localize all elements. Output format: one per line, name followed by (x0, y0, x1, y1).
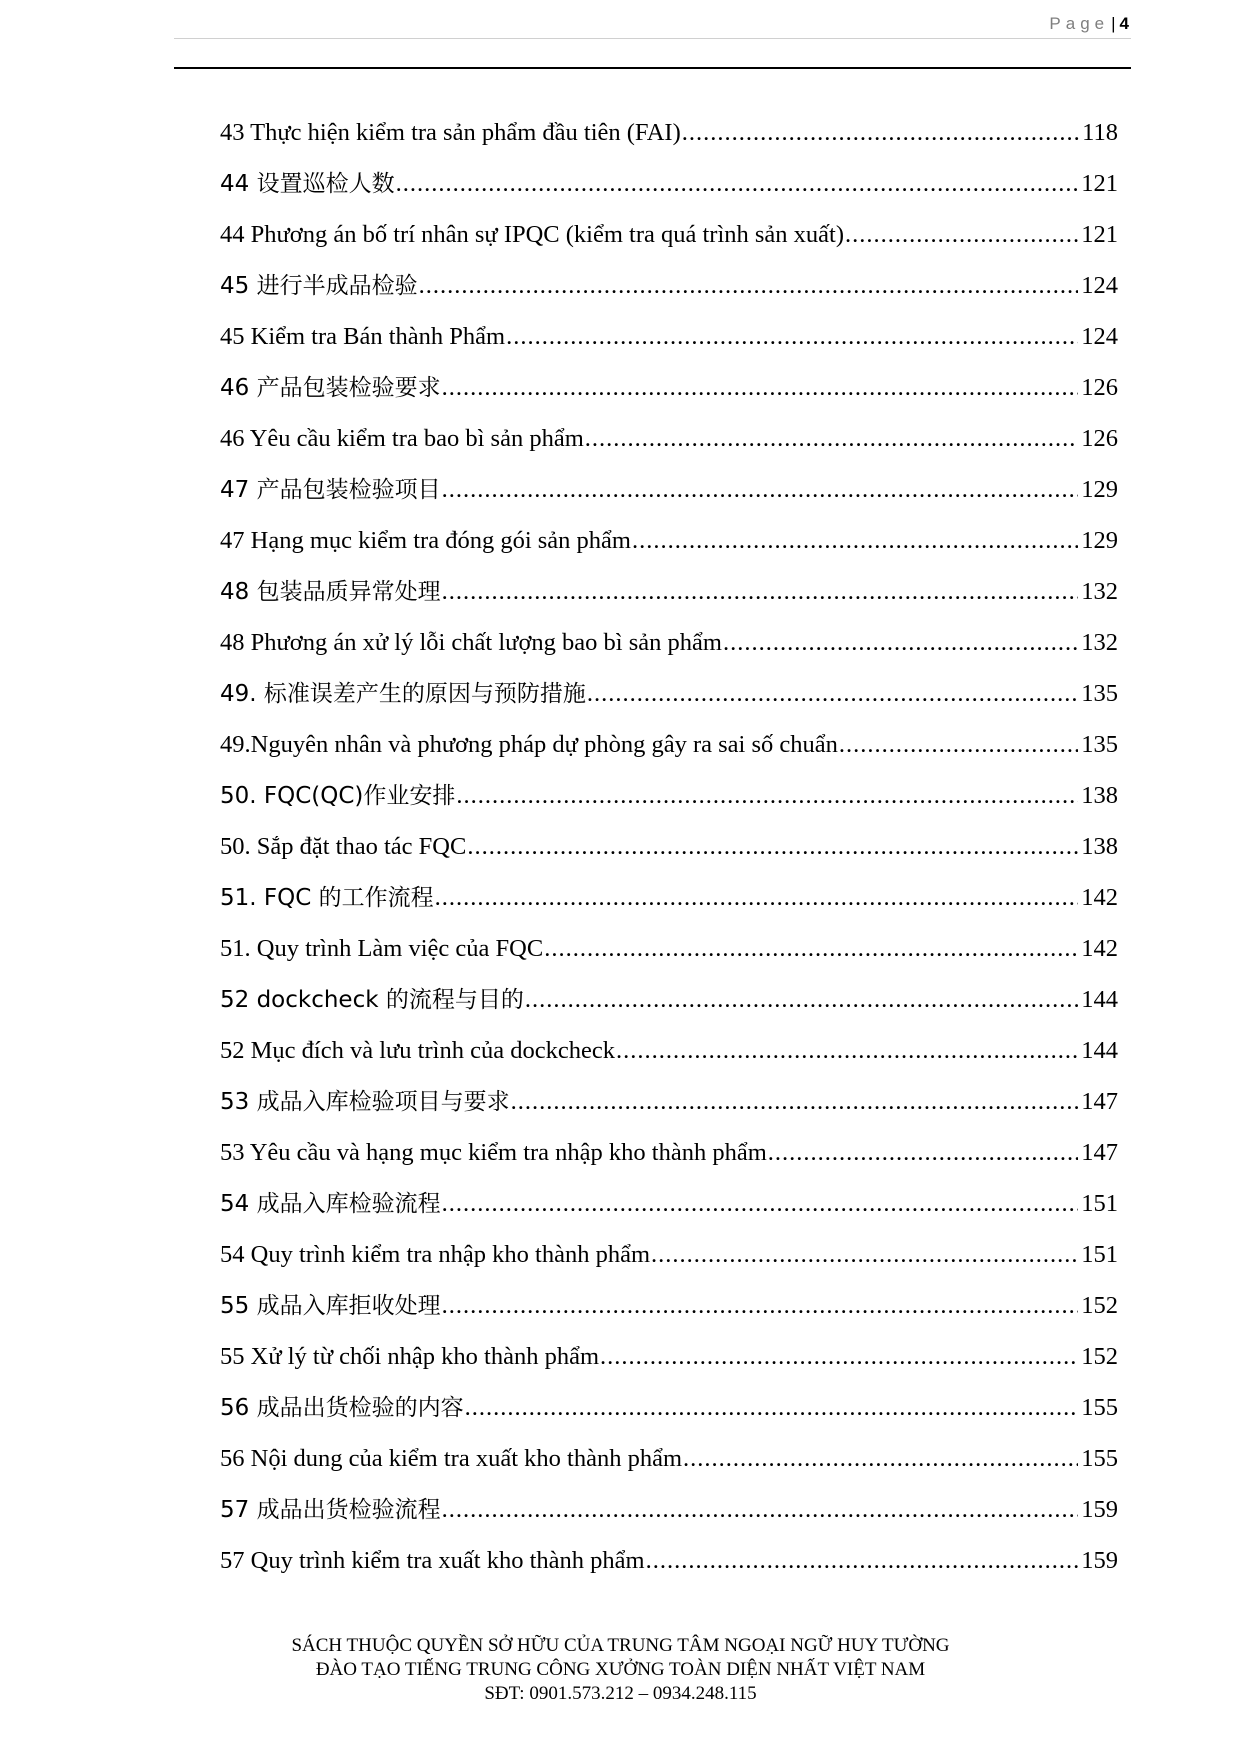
toc-dot-leader (465, 1393, 1079, 1423)
toc-entry[interactable] (220, 169, 1118, 220)
toc-entry[interactable] (220, 475, 1118, 526)
toc-entry[interactable] (220, 118, 1118, 169)
toc-entry-page-number: 152 (1081, 1343, 1118, 1370)
toc-dot-leader (768, 1138, 1078, 1168)
toc-entry-page-number: 121 (1081, 170, 1118, 197)
toc-entry-title: 49. 标准误差产生的原因与预防措施 (220, 681, 586, 707)
toc-entry-page-number: 142 (1081, 884, 1118, 911)
toc-entry[interactable] (220, 1138, 1118, 1189)
toc-entry[interactable] (220, 1291, 1118, 1342)
toc-entry-title: 55 成品入库拒收处理 (220, 1293, 441, 1319)
toc-entry-title: 54 成品入库检验流程 (220, 1191, 441, 1217)
toc-entry-title: 44 设置巡检人数 (220, 171, 395, 197)
toc-entry-title: 44 Phương án bố trí nhân sự IPQC (kiểm tra quá trình sản xuất) (220, 221, 845, 248)
toc-entry[interactable] (220, 1393, 1118, 1444)
footer (0, 1634, 1241, 1706)
page-label: Page (1049, 14, 1110, 33)
toc-entry[interactable] (220, 1444, 1118, 1495)
page-separator: | (1111, 14, 1116, 33)
toc-dot-leader (646, 1546, 1079, 1576)
toc-dot-leader (435, 883, 1079, 913)
toc-entry[interactable] (220, 628, 1118, 679)
toc-dot-leader (632, 526, 1078, 556)
toc-entry-title: 57 Quy trình kiểm tra xuất kho thành phẩm (220, 1547, 645, 1574)
toc-entry[interactable] (220, 1546, 1118, 1597)
toc-entry-page-number: 144 (1081, 1037, 1118, 1064)
footer-training-line: ĐÀO TẠO TIẾNG TRUNG CÔNG XƯỞNG TOÀN DIỆN NHẤT VIỆT NAM (315, 1659, 926, 1680)
toc-entry[interactable] (220, 883, 1118, 934)
toc-dot-leader (600, 1342, 1078, 1372)
toc-entry[interactable] (220, 730, 1118, 781)
toc-entry[interactable] (220, 1087, 1118, 1138)
toc-dot-leader (525, 985, 1078, 1015)
toc-dot-leader (442, 373, 1079, 403)
header-divider (174, 67, 1131, 69)
toc-entry-title: 47 产品包装检验项目 (220, 477, 441, 503)
toc-entry-page-number: 129 (1081, 476, 1118, 503)
toc-dot-leader (845, 220, 1078, 250)
toc-entry-page-number: 126 (1081, 425, 1118, 452)
toc-entry-page-number: 151 (1081, 1190, 1118, 1217)
toc-entry-title: 46 Yêu cầu kiểm tra bao bì sản phẩm (220, 425, 584, 452)
toc-entry-page-number: 159 (1081, 1496, 1118, 1523)
toc-entry-title: 43 Thực hiện kiểm tra sản phẩm đầu tiên (FAI) (220, 119, 681, 146)
toc-entry-page-number: 138 (1081, 782, 1118, 809)
toc-dot-leader (683, 1444, 1078, 1474)
toc-entry[interactable] (220, 1342, 1118, 1393)
toc-entry[interactable] (220, 220, 1118, 271)
toc-entry-title: 53 成品入库检验项目与要求 (220, 1089, 510, 1115)
toc-entry[interactable] (220, 322, 1118, 373)
toc-entry-page-number: 152 (1081, 1292, 1118, 1319)
toc-dot-leader (456, 781, 1078, 811)
toc-entry[interactable] (220, 985, 1118, 1036)
toc-entry-page-number: 155 (1081, 1445, 1118, 1472)
toc-dot-leader (467, 832, 1078, 862)
toc-dot-leader (442, 475, 1079, 505)
toc-dot-leader (506, 322, 1078, 352)
toc-entry-page-number: 138 (1081, 833, 1118, 860)
toc-entry-title: 56 成品出货检验的内容 (220, 1395, 464, 1421)
toc-entry[interactable] (220, 832, 1118, 883)
toc-entry[interactable] (220, 373, 1118, 424)
toc-entry[interactable] (220, 1495, 1118, 1546)
toc-entry-title: 48 Phương án xử lý lỗi chất lượng bao bì sản phẩm (220, 629, 722, 656)
toc-entry[interactable] (220, 781, 1118, 832)
toc-entry-page-number: 126 (1081, 374, 1118, 401)
toc-entry[interactable] (220, 1036, 1118, 1087)
toc-entry-page-number: 147 (1081, 1088, 1118, 1115)
toc-entry-page-number: 144 (1081, 986, 1118, 1013)
toc-dot-leader (839, 730, 1078, 760)
toc-entry-page-number: 142 (1081, 935, 1118, 962)
toc-entry-title: 51. Quy trình Làm việc của FQC (220, 935, 544, 962)
toc-entry-title: 54 Quy trình kiểm tra nhập kho thành phẩm (220, 1241, 651, 1268)
toc-dot-leader (442, 577, 1079, 607)
toc-dot-leader (723, 628, 1078, 658)
toc-entry[interactable] (220, 679, 1118, 730)
toc-entry-page-number: 147 (1081, 1139, 1118, 1166)
toc-entry-title: 47 Hạng mục kiểm tra đóng gói sản phẩm (220, 527, 631, 554)
toc-entry[interactable] (220, 934, 1118, 985)
toc-entry-title: 56 Nội dung của kiểm tra xuất kho thành phẩm (220, 1445, 682, 1472)
toc-entry-page-number: 132 (1081, 578, 1118, 605)
toc-entry-page-number: 132 (1081, 629, 1118, 656)
toc-dot-leader (651, 1240, 1078, 1270)
toc-entry-page-number: 151 (1081, 1241, 1118, 1268)
toc-entry-page-number: 124 (1081, 323, 1118, 350)
toc-entry-title: 45 Kiểm tra Bán thành Phẩm (220, 323, 506, 350)
toc-entry[interactable] (220, 1240, 1118, 1291)
toc-entry-page-number: 129 (1081, 527, 1118, 554)
toc-entry-page-number: 135 (1081, 680, 1118, 707)
toc-dot-leader (511, 1087, 1079, 1117)
toc-entry[interactable] (220, 1189, 1118, 1240)
toc-dot-leader (442, 1291, 1079, 1321)
toc-entry-page-number: 124 (1081, 272, 1118, 299)
toc-entry-title: 53 Yêu cầu và hạng mục kiểm tra nhập kho thành phẩm (220, 1139, 767, 1166)
toc-entry-title: 52 dockcheck 的流程与目的 (220, 987, 524, 1013)
toc-dot-leader (419, 271, 1079, 301)
toc-entry-title: 45 进行半成品检验 (220, 273, 418, 299)
toc-entry-title: 52 Mục đích và lưu trình của dockcheck (220, 1037, 615, 1064)
toc-entry-title: 48 包装品质异常处理 (220, 579, 441, 605)
toc-dot-leader (616, 1036, 1078, 1066)
toc-dot-leader (587, 679, 1078, 709)
toc-entry-page-number: 159 (1081, 1547, 1118, 1574)
toc-dot-leader (442, 1495, 1079, 1525)
toc-entry-title: 51. FQC 的工作流程 (220, 885, 434, 911)
toc-entry-page-number: 118 (1082, 119, 1118, 146)
toc-dot-leader (544, 934, 1078, 964)
footer-ownership-line: SÁCH THUỘC QUYỀN SỞ HỮU CỦA TRUNG TÂM NGOẠI NGỮ HUY TƯỜNG (291, 1635, 950, 1656)
toc-entry-title: 46 产品包装检验要求 (220, 375, 441, 401)
toc-entry-title: 50. Sắp đặt thao tác FQC (220, 833, 467, 860)
page-header (1049, 14, 1129, 34)
page-number: 4 (1119, 14, 1129, 33)
header-thin-divider (174, 38, 1131, 39)
toc-entry-title: 50. FQC(QC)作业安排 (220, 783, 456, 809)
toc-entry-page-number: 121 (1081, 221, 1118, 248)
footer-phone-line: SĐT: 0901.573.212 – 0934.248.115 (484, 1683, 757, 1704)
toc-dot-leader (682, 118, 1079, 148)
toc-entry-title: 57 成品出货检验流程 (220, 1497, 441, 1523)
toc-entry[interactable] (220, 577, 1118, 628)
toc-dot-leader (585, 424, 1078, 454)
toc-dot-leader (396, 169, 1079, 199)
toc-entry[interactable] (220, 526, 1118, 577)
toc-entry-page-number: 155 (1081, 1394, 1118, 1421)
toc-dot-leader (442, 1189, 1079, 1219)
table-of-contents (220, 118, 1118, 1597)
toc-entry[interactable] (220, 271, 1118, 322)
toc-entry-title: 49.Nguyên nhân và phương pháp dự phòng gây ra sai số chuẩn (220, 731, 838, 758)
toc-entry[interactable] (220, 424, 1118, 475)
toc-entry-title: 55 Xử lý từ chối nhập kho thành phẩm (220, 1343, 600, 1370)
toc-entry-page-number: 135 (1081, 731, 1118, 758)
